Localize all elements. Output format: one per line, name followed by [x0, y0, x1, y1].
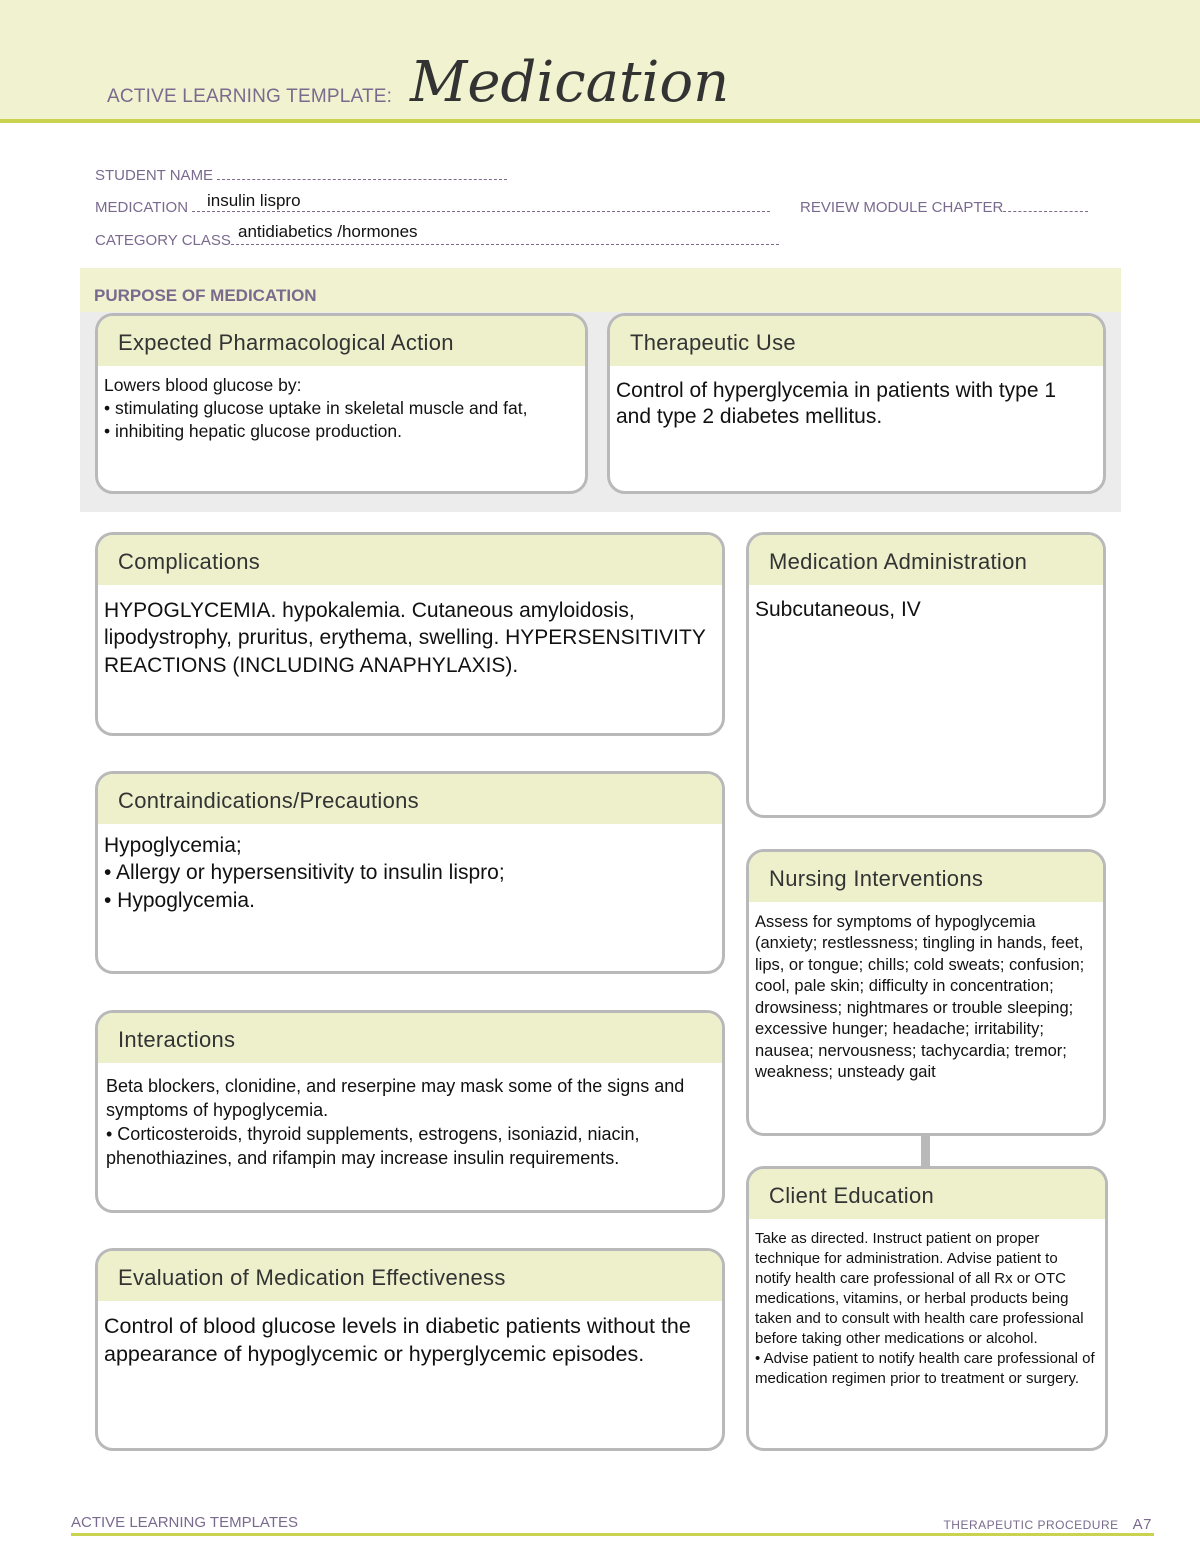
evaluation-text: Control of blood glucose levels in diabetic patients without the appearance of hypoglycemic or hyperglycemic episodes. [104, 1314, 691, 1366]
review-chapter-label: REVIEW MODULE CHAPTER [800, 199, 1004, 216]
expected-action-box [95, 313, 588, 494]
contraindications-box [95, 771, 725, 974]
nursing-title: Nursing Interventions [749, 852, 1103, 902]
purpose-heading: PURPOSE OF MEDICATION [80, 268, 1121, 312]
evaluation-title: Evaluation of Medication Effectiveness [98, 1251, 722, 1301]
medication-label: MEDICATION [95, 199, 189, 216]
complications-title: Complications [98, 535, 722, 585]
contraindication-line: • Allergy or hypersensitivity to insulin lispro; [104, 861, 505, 885]
student-name-field[interactable] [95, 166, 507, 184]
administration-text: Subcutaneous, IV [755, 598, 921, 621]
expected-line: • stimulating glucose uptake in skeletal muscle and fat, [104, 397, 528, 418]
review-chapter-field[interactable] [800, 198, 1088, 216]
nursing-text: Assess for symptoms of hypoglycemia (anxiety; restlessness; tingling in hands, feet, lips, or tongue; chills; cold sweats; confusion; cool, pale skin; difficulty in concentration; drowsiness; nightmares or trouble sleeping; excessive hunger; headache; irritability; nausea; nervousness; tachycardia; tremor; weakness; unsteady gait [755, 913, 1085, 1082]
expected-action-title: Expected Pharmacological Action [98, 316, 585, 366]
interaction-line: • Corticosteroids, thyroid supplements, estrogens, isoniazid, niacin, phenothiazines, and rifampin may increase insulin requirements. [106, 1123, 640, 1168]
page-title: Medication [410, 50, 730, 115]
contraindications-title: Contraindications/Precautions [98, 774, 722, 824]
administration-title: Medication Administration [749, 535, 1103, 585]
education-line: • Advise patient to notify health care professional of medication regimen prior to treatment or surgery. [755, 1349, 1095, 1387]
template-label: ACTIVE LEARNING TEMPLATE: [107, 86, 393, 107]
footer-left: ACTIVE LEARNING TEMPLATES [71, 1514, 298, 1531]
student-name-value[interactable] [217, 166, 507, 180]
complications-text: HYPOGLYCEMIA. hypokalemia. Cutaneous amyloidosis, lipodystrophy, pruritus, erythema, swelling. HYPERSENSITIVITY REACTIONS (INCLUDING ANAPHYLAXIS). [104, 599, 706, 677]
therapeutic-use-text: Control of hyperglycemia in patients with type 1 and type 2 diabetes mellitus. [616, 379, 1057, 429]
client-education-box [746, 1166, 1108, 1451]
footer-right [943, 1516, 1152, 1533]
student-name-label: STUDENT NAME [95, 167, 214, 184]
review-chapter-value[interactable] [1003, 198, 1088, 212]
education-line: Take as directed. Instruct patient on proper technique for administration. Advise patient to notify health care professional of all Rx or OTC medications, vitamins, or herbal products being taken and to consult with health care professional before taking other medications or alcohol. [755, 1230, 1084, 1347]
administration-box [746, 532, 1106, 818]
nursing-box [746, 849, 1106, 1136]
connector [921, 1135, 930, 1167]
expected-line: Lowers blood glucose by: [104, 375, 302, 395]
category-class-label: CATEGORY CLASS [95, 232, 231, 249]
interactions-box [95, 1010, 725, 1213]
therapeutic-use-title: Therapeutic Use [610, 316, 1103, 366]
category-class-field[interactable] [95, 231, 779, 249]
contraindication-line: • Hypoglycemia. [104, 888, 255, 912]
medication-value[interactable]: insulin lispro [207, 191, 301, 210]
footer-section: THERAPEUTIC PROCEDURE [943, 1518, 1119, 1532]
interactions-title: Interactions [98, 1013, 722, 1063]
therapeutic-use-box [607, 313, 1106, 494]
page-number: A7 [1132, 1516, 1152, 1533]
evaluation-box [95, 1248, 725, 1451]
expected-line: • inhibiting hepatic glucose production. [104, 420, 402, 441]
complications-box [95, 532, 725, 736]
footer-rule [71, 1533, 1154, 1536]
client-education-title: Client Education [749, 1169, 1105, 1219]
category-class-value[interactable]: antidiabetics /hormones [238, 222, 418, 241]
interaction-line: Beta blockers, clonidine, and reserpine may mask some of the signs and symptoms of hypoglycemia. [106, 1076, 685, 1120]
contraindication-line: Hypoglycemia; [104, 834, 242, 857]
medication-field[interactable] [95, 198, 770, 216]
